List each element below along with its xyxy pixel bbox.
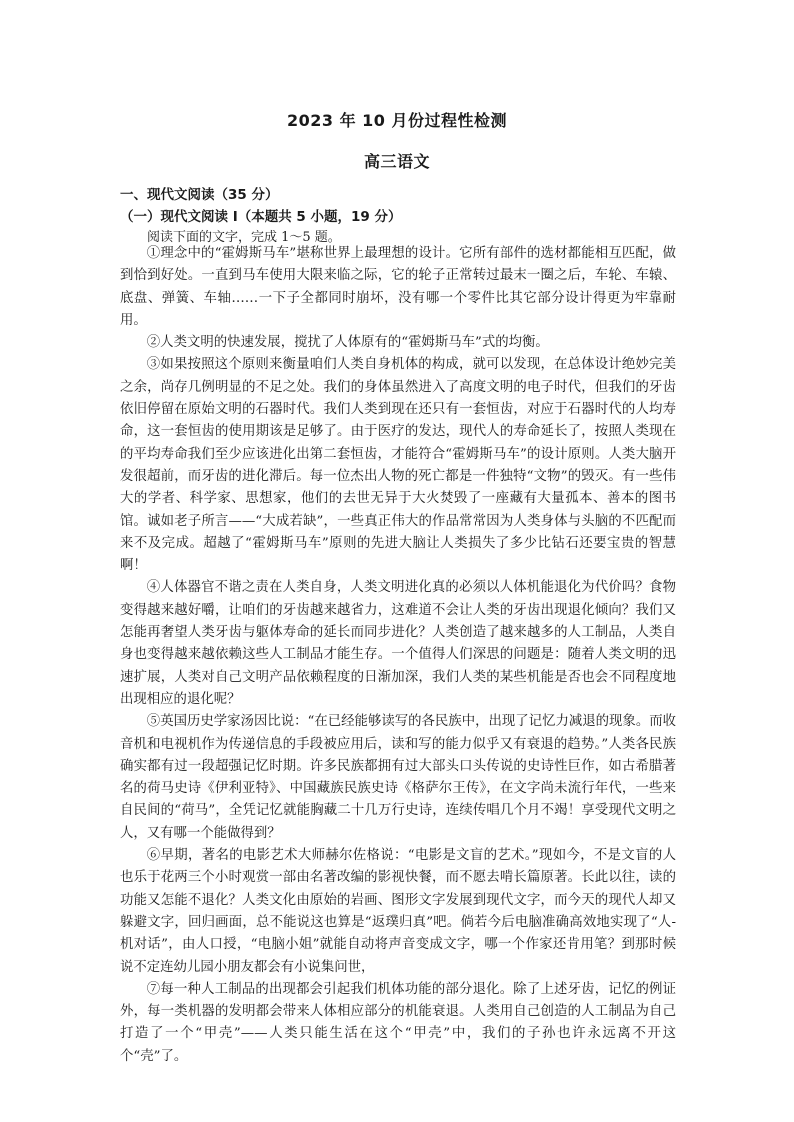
- paragraph-6: ⑥早期，著名的电影艺术大师赫尔佐格说：“电影是文盲的艺术。”现如今，不是文盲的人也乐于花两三个小时观赏一部由名著改编的影视快餐，而不愿去啃长篇原著。长此以往，读的功能又怎能不退化？人类文化由原始的岩画、图形文字发展到现代文字，而今天的现代人却又躲避文字，回归画面，总不能说这也算是“返璞归真”吧。倘若今后电脑准确高效地实现了“人-机对话”，由人口授，“电脑小姐”就能自动将声音变成文字，哪一个作家还肯用笔？到那时候说不定连幼儿园小朋友都会有小说集问世，: [120, 848, 676, 975]
- subsection-heading: （一）现代文阅读 I（本题共 5 小题，19 分）: [120, 209, 402, 225]
- paragraph-4: ④人体器官不谐之责在人类自身，人类文明进化真的必须以人体机能退化为代价吗？食物变得越来越好嚼，让咱们的牙齿越来越省力，这难道不会让人类的牙齿出现退化倾向？我们又怎能再奢望人类牙齿与躯体寿命的延长而同步进化？人类创造了越来越多的人工制品，人类自身也变得越来越依赖这些人工制品才能生存。一个值得人们深思的问题是：随着人类文明的迅速扩展，人类对自己文明产品依赖程度的日渐加深，我们人类的某些机能是否也会不同程度地出现相应的退化呢？: [120, 580, 676, 707]
- exam-title: 2023 年 10 月份过程性检测: [286, 111, 507, 130]
- reading-instruction: 阅读下面的文字，完成 1～5 题。: [147, 230, 341, 245]
- paragraph-7: ⑦每一种人工制品的出现都会引起我们机体功能的部分退化。除了上述牙齿，记忆的例证外，每一类机器的发明都会带来人体相应部分的机能衰退。人类用自己创造的人工制品为自己打造了一个“甲壳”——人类只能生活在这个“甲壳”中，我们的子孙也许永远离不开这个“壳”了。: [120, 981, 676, 1064]
- paragraph-3: ③如果按照这个原则来衡量咱们人类自身机体的构成，就可以发现，在总体设计绝妙完美之余，尚存几例明显的不足之处。我们的身体虽然进入了高度文明的电子时代，但我们的牙齿依旧停留在原始文明的石器时代。我们人类到现在还只有一套恒齿，对应于石器时代的人均寿命，这一套恒齿的使用期该是足够了。由于医疗的发达，现代人的寿命延长了，按照人类现在的平均寿命我们至少应该进化出第二套恒齿，才能符合“霍姆斯马车”的设计原则。人类大脑开发很超前，而牙齿的进化滞后。每一位杰出人物的死亡都是一件独特“文物”的毁灭。有一些伟大的学者、科学家、思想家，他们的去世无异于大火焚毁了一座藏有大量孤本、善本的图书馆。诚如老子所言——“大成若缺”，一些真正伟大的作品常常因为人类身体与头脑的不匹配而来不及完成。超越了“霍姆斯马车”原则的先进大脑让人类损失了多少比钻石还要宝贵的智慧啊！: [120, 357, 676, 574]
- paragraph-1: ①理念中的“霍姆斯马车”堪称世界上最理想的设计。它所有部件的选材都能相互匹配，做到恰到好处。一直到马车使用大限来临之际，它的轮子正常转过最末一圈之后，车轮、车辕、底盘、弹簧、车轴……一下子全都同时崩坏，没有哪一个零件比其它部分设计得更为牢靠耐用。: [120, 246, 676, 328]
- paragraph-5: ⑤英国历史学家汤因比说：“在已经能够读写的各民族中，出现了记忆力减退的现象。而收音机和电视机作为传递信息的手段被应用后，读和写的能力似乎又有衰退的趋势。”人类各民族确实都有过一段超强记忆时期。许多民族都拥有过大部头口头传说的史诗性巨作，如古希腊著名的荷马史诗《伊利亚特》、中国藏族民族史诗《格萨尔王传》，在文字尚未流行年代，一些来自民间的“荷马”，全凭记忆就能胸藏二十几万行史诗，连续传唱几个月不竭！享受现代文明之人，又有哪一个能做得到？: [120, 714, 676, 841]
- exam-subtitle: 高三语文: [363, 152, 430, 171]
- paragraph-2: ②人类文明的快速发展，搅扰了人体原有的“霍姆斯马车”式的均衡。: [146, 335, 549, 351]
- reading-passage: [120, 243, 676, 1068]
- section-heading: 一、现代文阅读（35 分）: [120, 187, 279, 203]
